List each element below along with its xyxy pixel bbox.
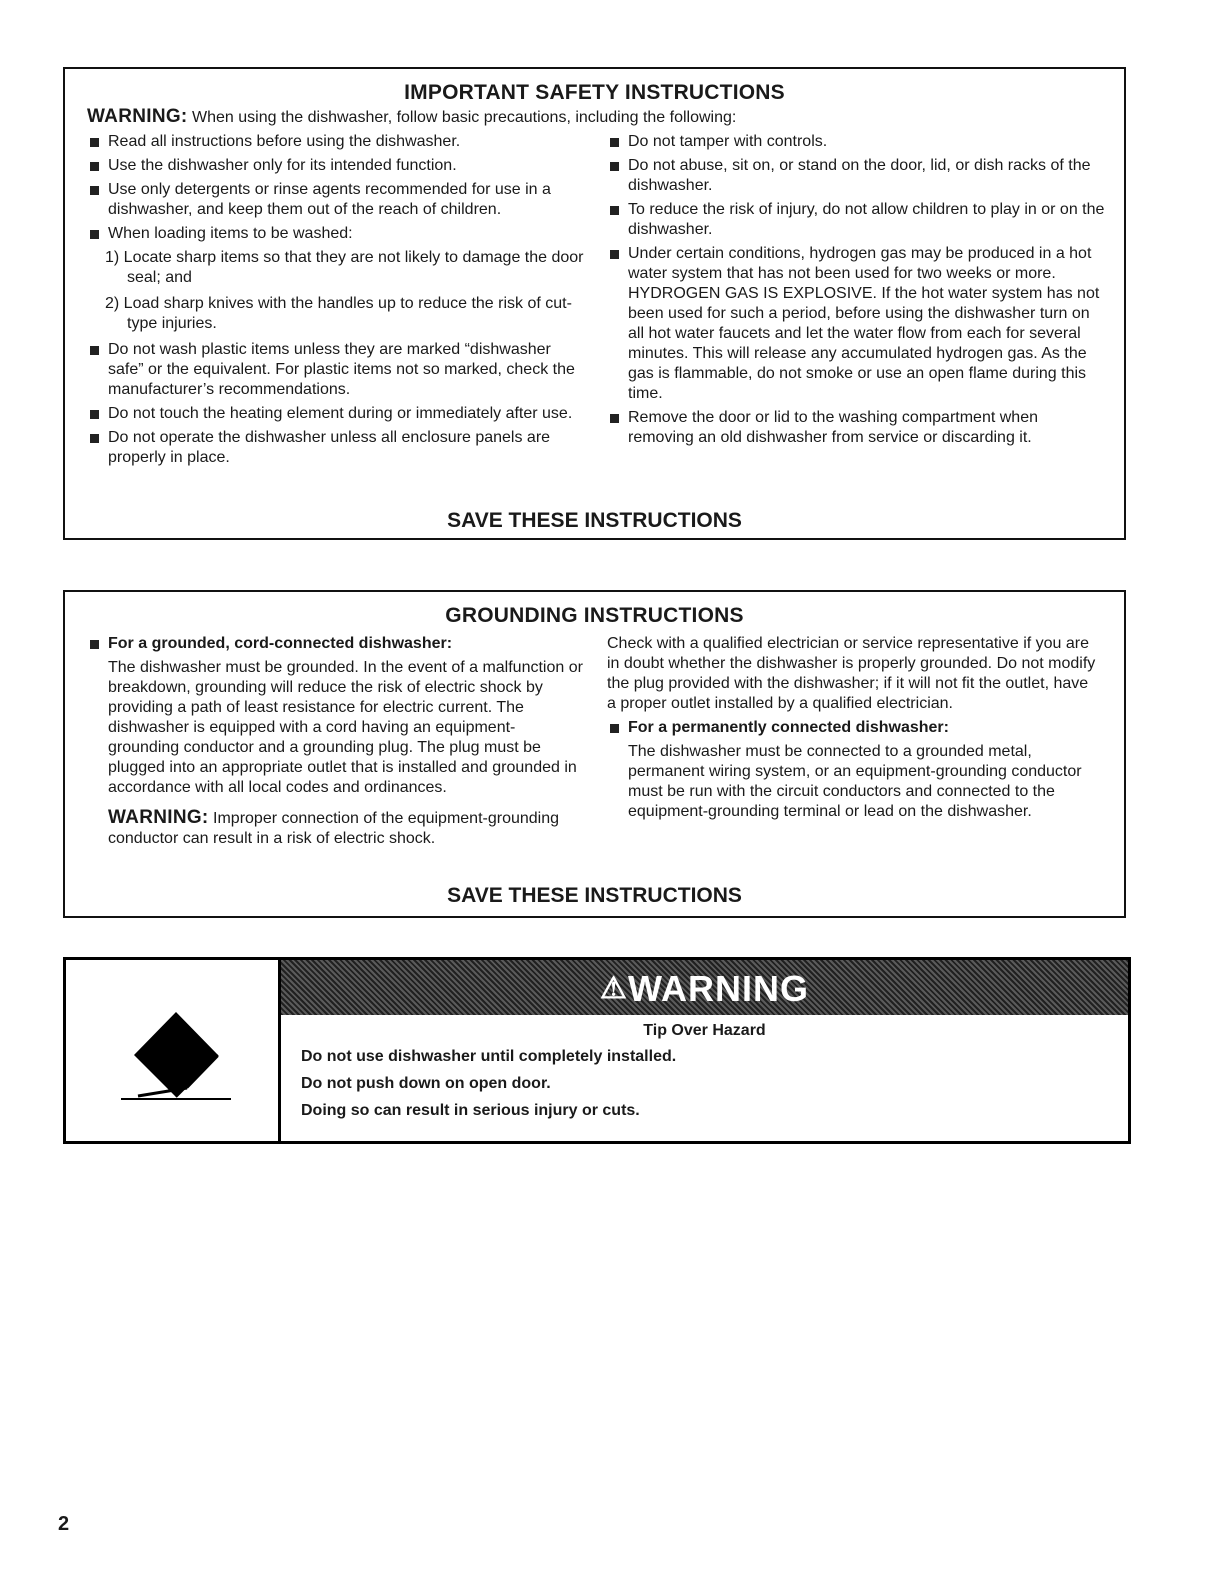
- grounding-warning: [87, 808, 585, 849]
- safety-item: Use only detergents or rinse agents recommended for use in a dishwasher, and keep them out of the reach of children.: [87, 180, 587, 220]
- tip-over-title: Tip Over Hazard: [643, 1022, 766, 1039]
- safety-warning-label: WARNING:: [87, 106, 188, 127]
- warning-banner-text: WARNING: [627, 968, 809, 1009]
- grounding-warning-label: WARNING:: [108, 807, 209, 828]
- corded-text: The dishwasher must be grounded. In the event of a malfunction or breakdown, grounding will reduce the risk of electric shock by providing a path of least resistance for electric current. The dishwasher is equipped with a cord having an equipment-grounding conductor and a grounding plug. The plug must be plugged into an appropriate outlet that is installed and grounded in accordance with all local codes and ordinances.: [108, 659, 583, 796]
- safety-item: Read all instructions before using the dishwasher.: [87, 132, 587, 152]
- corded-heading: For a grounded, cord-connected dishwasher:: [87, 634, 585, 654]
- page-number: 2: [58, 1513, 70, 1535]
- warning-triangle-icon: ⚠: [600, 972, 628, 1005]
- permanent-heading: For a permanently connected dishwasher:: [607, 718, 1097, 738]
- safety-subitem: 1) Locate sharp items so that they are not likely to damage the door seal; and: [105, 249, 584, 286]
- tip-over-line: Do not use dishwasher until completely installed.: [301, 1048, 677, 1065]
- tip-over-warning-box: [63, 957, 1131, 1144]
- safety-item: Do not touch the heating element during or immediately after use.: [87, 404, 587, 424]
- safety-warning-text: When using the dishwasher, follow basic precautions, including the following:: [192, 109, 737, 126]
- grounding-warning-text: Improper connection of the equipment-grounding conductor can result in a risk of electric shock.: [108, 810, 560, 847]
- warning-banner: [281, 960, 1128, 1015]
- safety-item: Do not wash plastic items unless they are marked “dishwasher safe” or the equivalent. For plastic items not so marked, check the manufacturer’s recommendations.: [87, 340, 587, 400]
- safety-item: Under certain conditions, hydrogen gas may be produced in a hot water system that has not been used for two weeks or more. HYDROGEN GAS IS EXPLOSIVE. If the hot water system has not been used for such a period, before using the dishwasher turn on all hot water faucets and let the water flow from each for several minutes. This will release any accumulated hydrogen gas. As the gas is flammable, do not smoke or use an open flame during this time.: [607, 244, 1107, 404]
- safety-item: When loading items to be washed:: [87, 224, 587, 244]
- check-text: Check with a qualified electrician or service representative if you are in doubt whether the dishwasher is properly grounded. Do not modify the plug provided with the dishwasher; if it will not fit the outlet, have a proper outlet installed by a qualified electrician.: [607, 635, 1096, 712]
- grounding-instructions-box: [63, 590, 1126, 918]
- safety-item: Remove the door or lid to the washing compartment when removing an old dishwasher from service or discarding it.: [607, 408, 1107, 448]
- tip-over-line: Doing so can result in serious injury or cuts.: [301, 1102, 640, 1119]
- safety-item: Do not operate the dishwasher unless all enclosure panels are properly in place.: [87, 428, 587, 468]
- safety-warning: [87, 107, 1124, 128]
- safety-item: Do not abuse, sit on, or stand on the door, lid, or dish racks of the dishwasher.: [607, 156, 1107, 196]
- safety-title: IMPORTANT SAFETY INSTRUCTIONS: [404, 81, 785, 104]
- safety-subitem: 2) Load sharp knives with the handles up to reduce the risk of cut-type injuries.: [105, 295, 572, 332]
- grounding-title: GROUNDING INSTRUCTIONS: [445, 604, 744, 627]
- safety-item: Do not tamper with controls.: [607, 132, 1107, 152]
- grounding-save-heading: SAVE THESE INSTRUCTIONS: [447, 884, 742, 907]
- tip-over-line: Do not push down on open door.: [301, 1075, 551, 1092]
- permanent-text: The dishwasher must be connected to a grounded metal, permanent wiring system, or an equipment-grounding conductor must be run with the circuit conductors and connected to the equipment-grounding terminal or lead on the dishwasher.: [628, 743, 1082, 820]
- safety-instructions-box: [63, 67, 1126, 540]
- safety-item: To reduce the risk of injury, do not allow children to play in or on the dishwasher.: [607, 200, 1107, 240]
- safety-save-heading: SAVE THESE INSTRUCTIONS: [447, 509, 742, 532]
- safety-item: Use the dishwasher only for its intended function.: [87, 156, 587, 176]
- tip-over-hazard-icon: [66, 960, 281, 1141]
